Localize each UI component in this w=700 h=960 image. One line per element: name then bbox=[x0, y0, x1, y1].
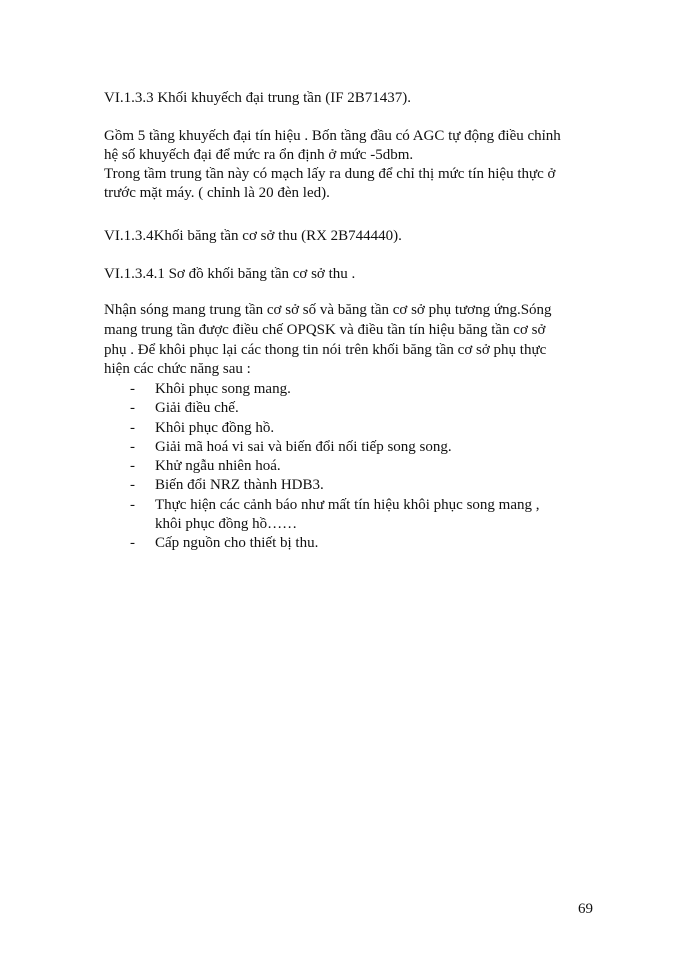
list-bullet: - bbox=[130, 400, 135, 417]
rx-paragraph-line-4: hiện các chức năng sau : bbox=[104, 361, 251, 377]
rx-paragraph-line-3: phụ . Để khôi phục lại các thong tin nói trên khối băng tần cơ sở phụ thực bbox=[104, 342, 547, 358]
if-paragraph-line-2: hệ số khuyếch đại để mức ra ổn định ở mức -5dbm. bbox=[104, 147, 414, 163]
list-item-text: Biến đổi NRZ thành HDB3. bbox=[155, 477, 324, 494]
list-item bbox=[104, 380, 624, 399]
list-bullet: - bbox=[130, 438, 135, 455]
if-paragraph-line-3: Trong tầm trung tần này có mạch lấy ra dung để chỉ thị mức tín hiệu thực ở bbox=[104, 166, 556, 182]
list-bullet: - bbox=[130, 381, 135, 397]
list-bullet: - bbox=[130, 496, 135, 513]
list-item-text: Khử ngẫu nhiên hoá. bbox=[155, 458, 281, 475]
list-item bbox=[104, 457, 624, 476]
list-item-text: Giải mã hoá vi sai và biến đổi nối tiếp song song. bbox=[155, 438, 452, 455]
list-item-text: Thực hiện các cảnh báo như mất tín hiệu khôi phục song mang , khôi phục đồng hồ…… bbox=[155, 496, 540, 533]
heading-if-amplifier: VI.1.3.3 Khối khuyếch đại trung tần (IF 2B71437). bbox=[104, 90, 412, 106]
list-item-text: Giải điều chế. bbox=[155, 400, 239, 417]
list-item-text: Khôi phục đồng hồ. bbox=[155, 419, 275, 436]
list-bullet: - bbox=[130, 419, 135, 436]
list-item bbox=[104, 496, 624, 535]
list-item-text: Khôi phục song mang. bbox=[155, 381, 291, 397]
if-paragraph-line-4: trước mặt máy. ( chỉnh là 20 đèn led). bbox=[104, 185, 330, 201]
list-bullet: - bbox=[130, 458, 135, 475]
page-number: 69 bbox=[578, 901, 593, 917]
list-item bbox=[104, 534, 624, 553]
list-item-text: Cấp nguồn cho thiết bị thu. bbox=[155, 535, 319, 552]
heading-rx-block-diagram: VI.1.3.4.1 Sơ đồ khối băng tần cơ sở thu . bbox=[104, 266, 356, 282]
list-item bbox=[104, 476, 624, 495]
if-paragraph-line-1: Gồm 5 tầng khuyếch đại tín hiệu . Bốn tầng đầu có AGC tự động điều chỉnh bbox=[104, 128, 561, 144]
rx-paragraph-line-1: Nhận sóng mang trung tần cơ sở số và băng tần cơ sở phụ tương ứng.Sóng bbox=[104, 302, 552, 318]
rx-paragraph-line-2: mang trung tần được điều chế OPQSK và điều tần tín hiệu băng tần cơ sở bbox=[104, 322, 546, 338]
list-item bbox=[104, 438, 624, 457]
function-list bbox=[104, 380, 624, 554]
list-item bbox=[104, 399, 624, 418]
list-bullet: - bbox=[130, 477, 135, 494]
list-item bbox=[104, 419, 624, 438]
list-bullet: - bbox=[130, 535, 135, 552]
heading-rx-baseband: VI.1.3.4Khối băng tần cơ sở thu (RX 2B744440). bbox=[104, 228, 402, 244]
